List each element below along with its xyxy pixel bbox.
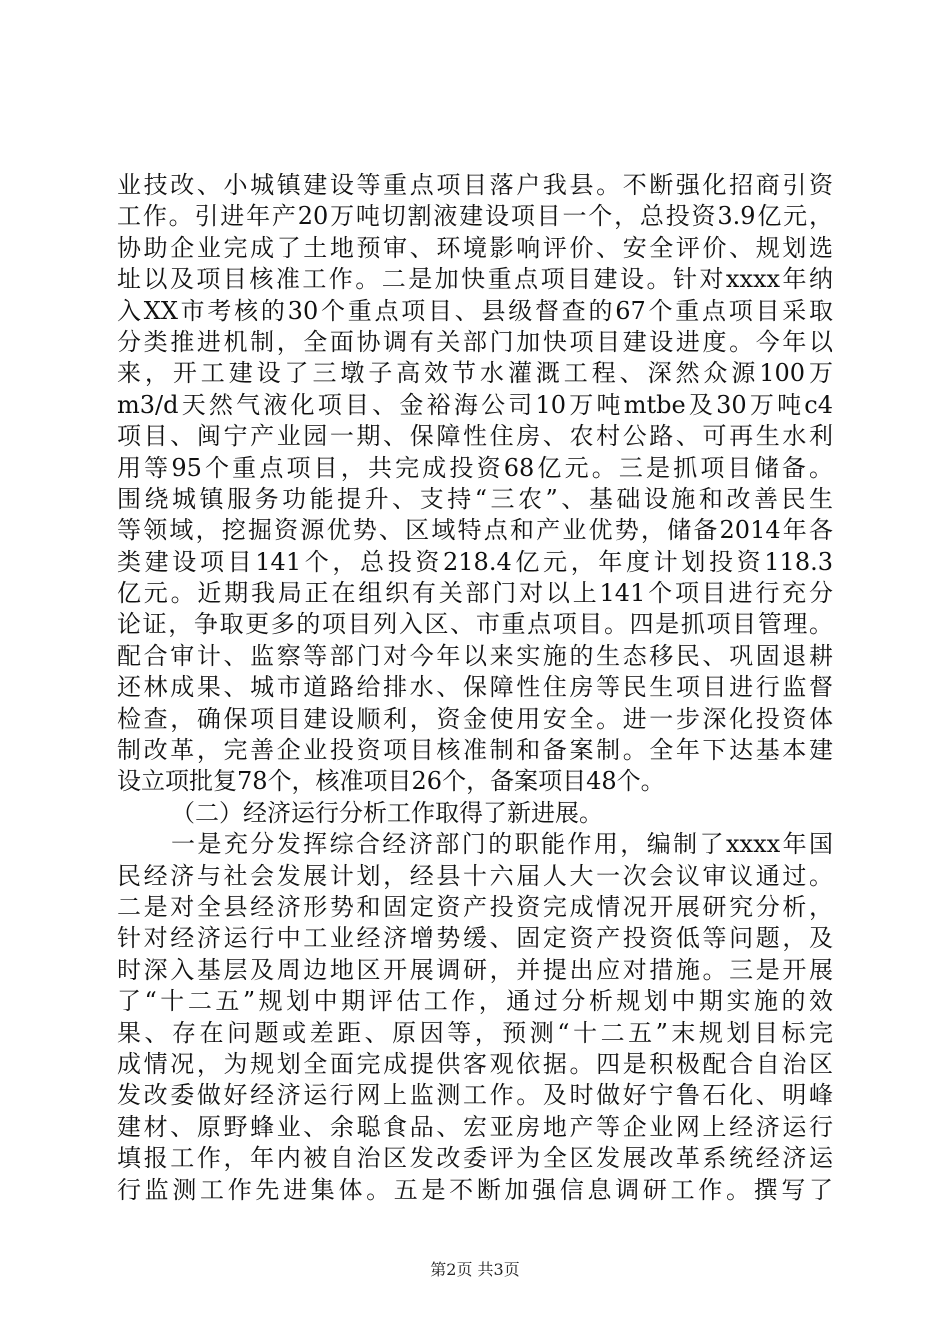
body-line-1: 业技改、小城镇建设等重点项目落户我县。不断强化招商引资: [117, 171, 833, 199]
body-line-29: 成情况，为规划全面完成提供客观依据。四是积极配合自治区: [117, 1049, 833, 1078]
body-line-27: 了“十二五”规划中期评估工作，通过分析规划中期实施的效: [117, 987, 833, 1016]
body-line-30: 发改委做好经济运行网上监测工作。及时做好宁鲁石化、明峰: [117, 1081, 833, 1110]
body-line-6: 分类推进机制，全面协调有关部门加快项目建设进度。今年以: [117, 327, 833, 356]
body-line-28: 果、存在问题或差距、原因等，预测“十二五”末规划目标完: [117, 1018, 833, 1047]
body-line-8: m3/d天然气液化项目、金裕海公司10万吨mtbe及30万吨c4: [117, 390, 833, 419]
body-line-3: 协助企业完成了土地预审、环境影响评价、安全评价、规划选: [117, 233, 833, 262]
body-line-13: 类建设项目141个，总投资218.4亿元，年度计划投资118.3: [117, 547, 833, 576]
body-line-5: 入XX市考核的30个重点项目、县级督查的67个重点项目采取: [117, 296, 833, 325]
body-line-25: 针对经济运行中工业经济增势缓、固定资产投资低等问题，及: [117, 924, 833, 953]
body-line-7: 来，开工建设了三墩子高效节水灌溉工程、深然众源100万: [117, 359, 833, 388]
body-line-24: 二是对全县经济形势和固定资产投资完成情况开展研究分析，: [117, 892, 833, 921]
body-line-32: 填报工作，年内被自治区发改委评为全区发展改革系统经济运: [117, 1144, 833, 1173]
body-line-14: 亿元。近期我局正在组织有关部门对以上141个项目进行充分: [117, 579, 833, 608]
body-line-17: 还林成果、城市道路给排水、保障性住房等民生项目进行监督: [117, 673, 833, 702]
body-line-16: 配合审计、监察等部门对今年以来实施的生态移民、巩固退耕: [117, 641, 833, 670]
body-line-33: 行监测工作先进集体。五是不断加强信息调研工作。撰写了: [117, 1175, 833, 1204]
page-footer: 第2页 共3页: [430, 1260, 520, 1279]
body-line-15: 论证，争取更多的项目列入区、市重点项目。四是抓项目管理。: [117, 610, 833, 639]
body-line-12: 等领域，挖掘资源优势、区域特点和产业优势，储备2014年各: [117, 516, 833, 545]
section-heading: （二）经济运行分析工作取得了新进展。: [171, 798, 603, 827]
body-line-11: 围绕城镇服务功能提升、支持“三农”、基础设施和改善民生: [117, 484, 833, 513]
body-line-2: 工作。引进年产20万吨切割液建设项目一个，总投资3.9亿元，: [117, 202, 833, 231]
body-line-19: 制改革，完善企业投资项目核准制和备案制。全年下达基本建: [117, 736, 833, 765]
body-line-9: 项目、闽宁产业园一期、保障性住房、农村公路、可再生水利: [117, 422, 833, 451]
body-line-18: 检查，确保项目建设顺利，资金使用安全。进一步深化投资体: [117, 704, 833, 733]
body-line-26: 时深入基层及周边地区开展调研，并提出应对措施。三是开展: [117, 955, 833, 984]
body-line-22: 一是充分发挥综合经济部门的职能作用，编制了xxxx年国: [171, 830, 833, 859]
document-body: [117, 170, 833, 1206]
body-line-20: 设立项批复78个，核准项目26个，备案项目48个。: [117, 767, 665, 796]
body-line-31: 建材、原野蜂业、余聪食品、宏亚房地产等企业网上经济运行: [117, 1112, 833, 1141]
body-line-4: 址以及项目核准工作。二是加快重点项目建设。针对xxxx年纳: [117, 265, 833, 294]
body-line-23: 民经济与社会发展计划，经县十六届人大一次会议审议通过。: [117, 861, 833, 890]
body-line-10: 用等95个重点项目，共完成投资68亿元。三是抓项目储备。: [117, 453, 833, 482]
